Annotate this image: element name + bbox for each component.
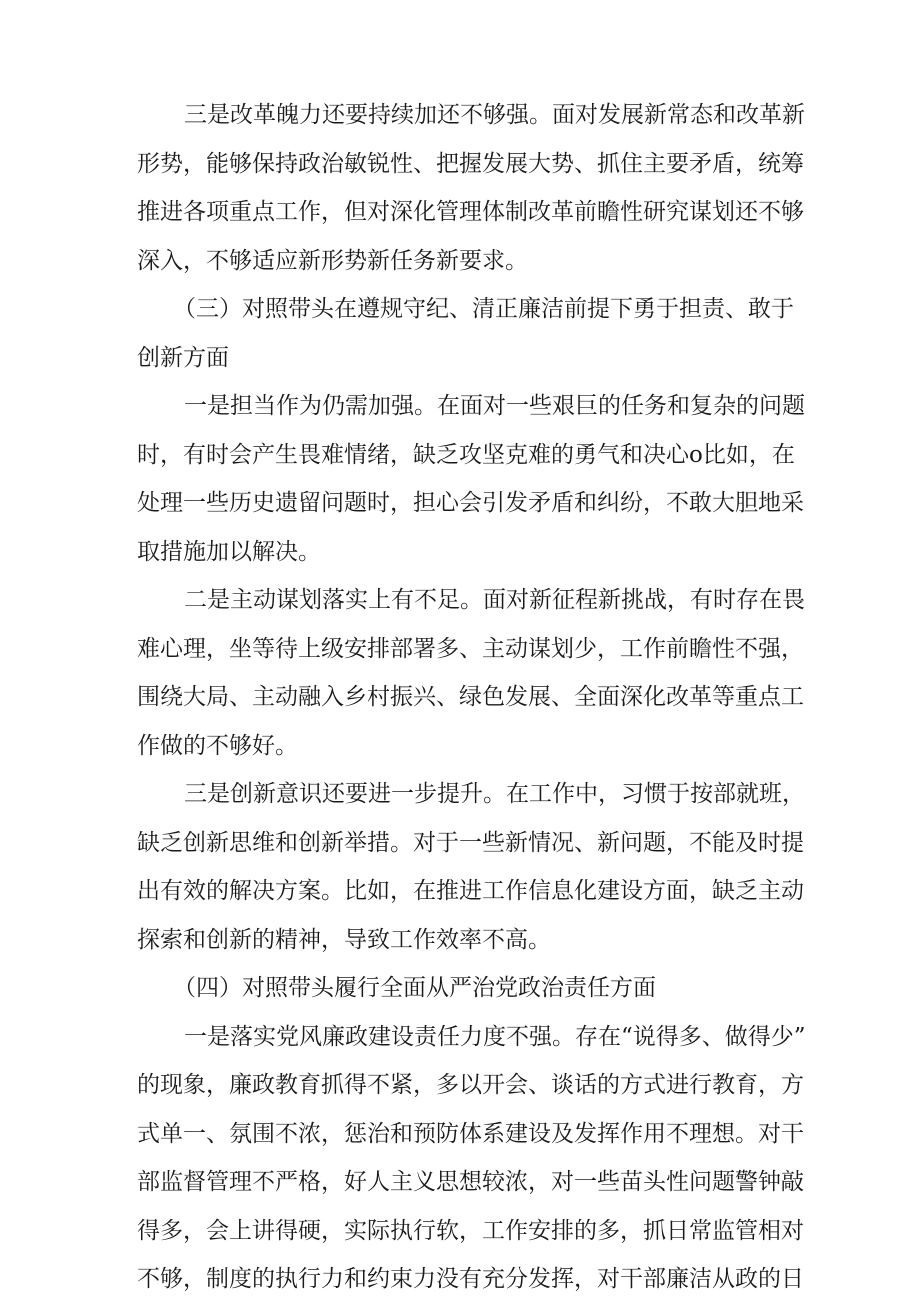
- paragraph-innovation-line-4: 探索和创新的精神，导致工作效率不高。: [137, 926, 551, 953]
- paragraph-reform-line-2: 形势，能够保持政治敏锐性、把握发展大势、抓住主要矛盾，统筹: [137, 150, 804, 177]
- paragraph-planning-line-1: 二是主动谋划落实上有不足。面对新征程新挑战，有时存在畏: [184, 587, 805, 613]
- paragraph-integrity-line-1: 一是落实党风廉政建设责任力度不强。存在“说得多、做得少”: [184, 1023, 806, 1050]
- paragraph-reform-line-4: 深入，不够适应新形势新任务新要求。: [137, 247, 528, 274]
- paragraph-planning-line-2: 难心理，坐等待上级安排部署多、主动谋划少，工作前瞻性不强，: [137, 635, 804, 662]
- paragraph-innovation-line-1: 三是创新意识还要进一步提升。在工作中，习惯于按部就班，: [184, 781, 805, 807]
- section-heading-4: （四）对照带头履行全面从严治党政治责任方面: [173, 975, 656, 1001]
- paragraph-responsibility-line-1: 一是担当作为仍需加强。在面对一些艰巨的任务和复杂的问题: [184, 393, 805, 419]
- paragraph-responsibility-line-3: 处理一些历史遗留问题时，担心会引发矛盾和纠纷，不敢大胆地采: [137, 490, 804, 516]
- paragraph-reform-line-3: 推进各项重点工作，但对深化管理体制改革前瞻性研究谋划还不够: [137, 199, 804, 225]
- document-body: [137, 91, 805, 1304]
- paragraph-planning-line-3: 围绕大局、主动融入乡村振兴、绿色发展、全面深化改革等重点工: [137, 684, 804, 710]
- paragraph-innovation-line-2: 缺乏创新思维和创新举措。对于一些新情况、新问题，不能及时提: [137, 829, 804, 856]
- paragraph-integrity-line-3: 式单一、氛围不浓，惩治和预防体系建设及发挥作用不理想。对干: [137, 1120, 804, 1147]
- paragraph-responsibility-line-4: 取措施加以解决。: [137, 538, 321, 565]
- paragraph-planning-line-4: 作做的不够好。: [137, 732, 298, 759]
- paragraph-innovation-line-3: 出有效的解决方案。比如，在推进工作信息化建设方面，缺乏主动: [137, 878, 804, 904]
- paragraph-reform-line-1: 三是改革魄力还要持续加还不够强。面对发展新常态和改革新: [184, 102, 805, 128]
- paragraph-integrity-line-5: 得多，会上讲得硬，实际执行软，工作安排的多，抓日常监管相对: [137, 1217, 804, 1244]
- paragraph-responsibility-line-2: 时，有时会产生畏难情绪，缺乏攻坚克难的勇气和决心o比如，在: [137, 441, 795, 468]
- paragraph-integrity-line-6: 不够，制度的执行力和约束力没有充分发挥，对干部廉洁从政的日: [137, 1266, 804, 1292]
- section-heading-3-line-2: 创新方面: [137, 344, 229, 371]
- paragraph-integrity-line-2: 的现象，廉政教育抓得不紧，多以开会、谈话的方式进行教育，方: [137, 1072, 804, 1098]
- section-heading-3-line-1: （三）对照带头在遵规守纪、清正廉洁前提下勇于担责、敢于: [173, 296, 794, 322]
- paragraph-integrity-line-4: 部监督管理不严格，好人主义思想较浓，对一些苗头性问题警钟敲: [137, 1169, 804, 1195]
